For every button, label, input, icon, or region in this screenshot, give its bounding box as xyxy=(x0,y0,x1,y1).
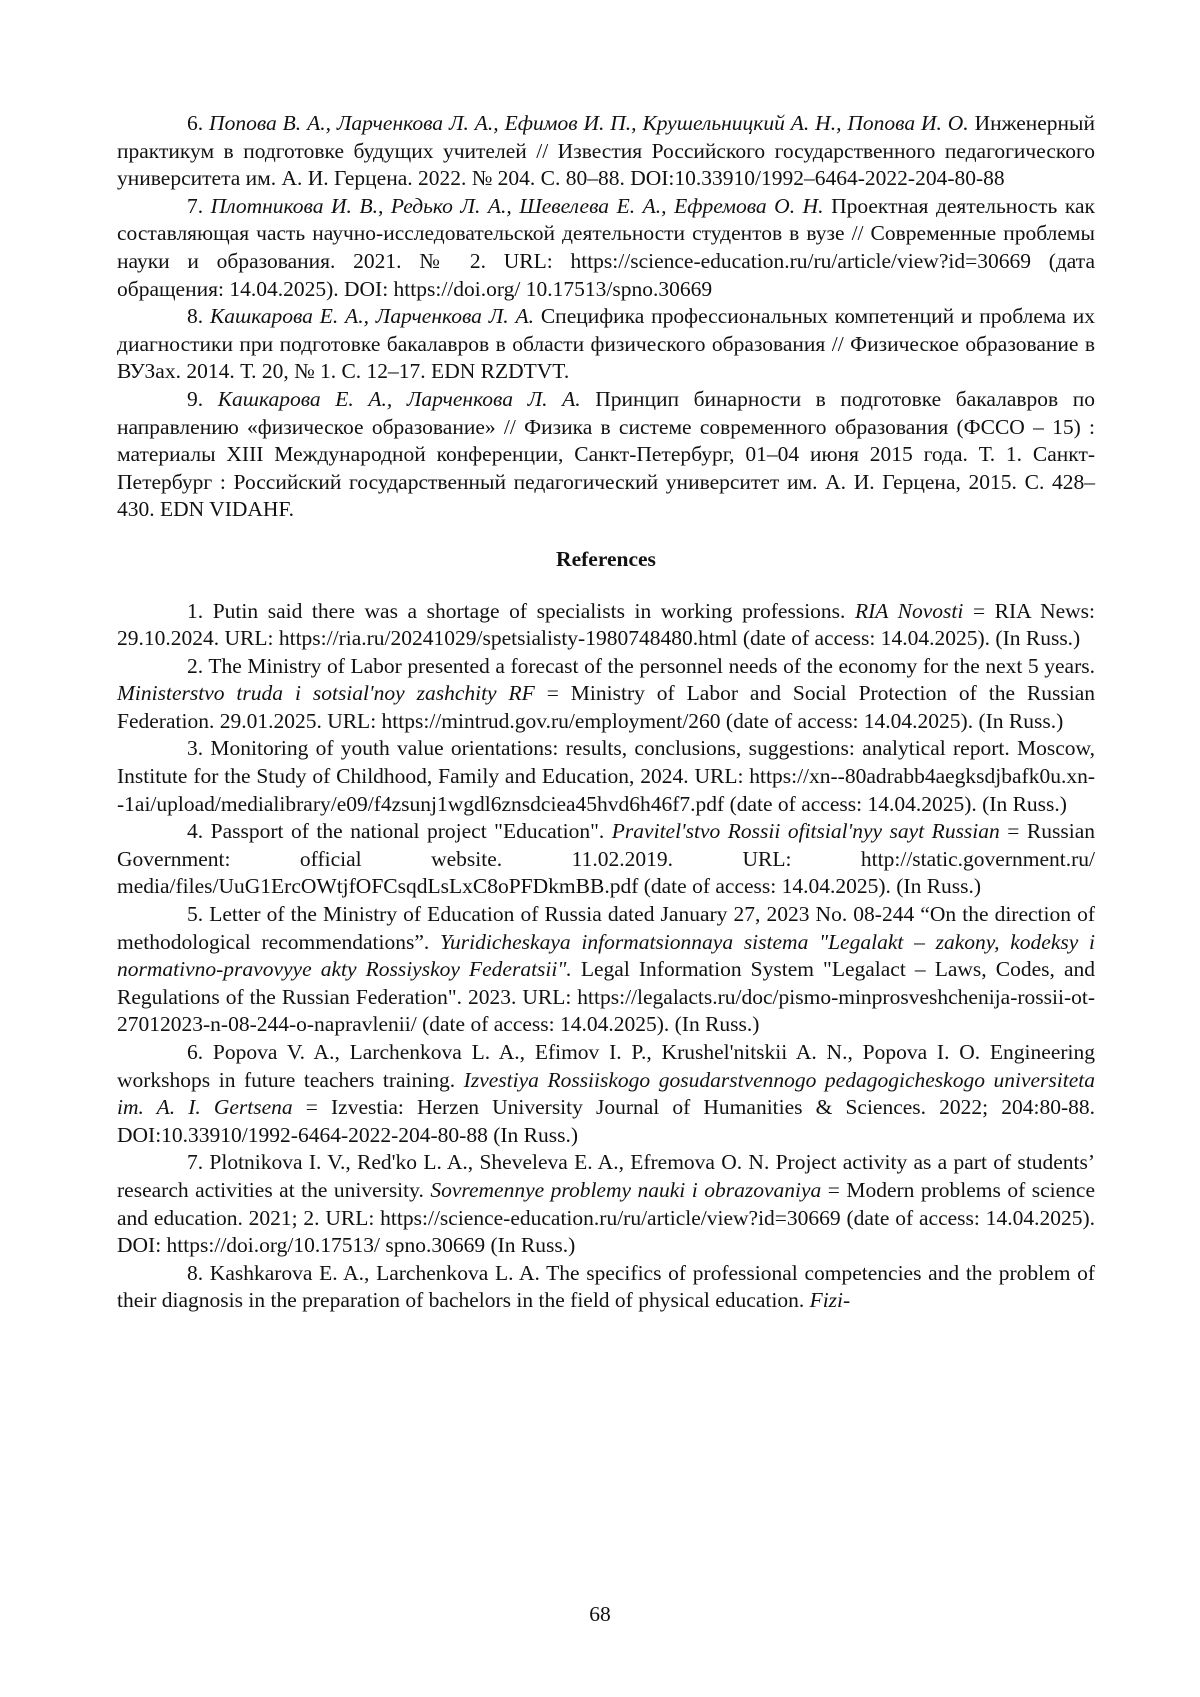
ref-authors: Плотникова И. В., Редько Л. А., Шевелева Е. А., Ефремова О. Н. xyxy=(210,193,824,218)
ru-reference-8 xyxy=(117,303,1095,386)
ref-number: 5. xyxy=(187,902,204,927)
page-body xyxy=(117,110,1095,1315)
en-reference-7 xyxy=(117,1149,1095,1259)
ref-text: Проектная деятельность как составляющая часть научно-исследовательской деятельности студентов в вузе // Современные проблемы науки и образования. 2021. № 2. URL: https://science-education.ru/ru/article/view?id=30669 (дата обращения: 14.04.2025). DOI: https://doi.org/ 10.17513/spno.30669 xyxy=(117,193,1095,301)
ref-text-after: = Modern problems of science and education. 2021; 2. URL: https://science-education.ru/ru/article/view?id=30669 (date of access: 14.04.2025). DOI: https://doi.org/10.17513/ spno.30669 (In Russ.) xyxy=(117,1177,1096,1258)
ref-number: 7. xyxy=(187,193,204,218)
ref-text-before: Passport of the national project "Education". xyxy=(210,819,605,844)
en-reference-6 xyxy=(117,1039,1095,1149)
ref-text-before: Monitoring of youth value orientations: results, conclusions, suggestions: analytical report. Moscow, Institute for the Study of Childhood, Family and Education, 2024. URL: https://xn--80adrabb4aegksdjbafk0u.xn--1ai/upload/medialibrary/e09/f4zsunj1wgdl6znsdciea45hvd6h46f7.pdf (date of access: 14.04.2025). (In Russ.) xyxy=(117,736,1096,816)
page-number: 68 xyxy=(589,1602,611,1626)
ref-text-before: Kashkarova E. A., Larchenkova L. A. The specifics of professional competencies and the problem of their diagnosis in the preparation of bachelors in the field of physical education. xyxy=(117,1260,1095,1313)
en-reference-1 xyxy=(117,598,1095,653)
ref-text-before: Plotnikova I. V., Red'ko L. A., Sheveleva E. A., Efremova O. N. Project activity as a part of students’ research activities at the university. xyxy=(117,1150,1096,1202)
russian-reference-list xyxy=(117,110,1095,524)
ref-number: 6. xyxy=(187,111,204,135)
ref-source: Pravitel'stvo Rossii ofitsial'nyy sayt Russian xyxy=(611,819,1000,844)
ref-text-after: = Russian Government: official website. 11.02.2019. URL: http://static.government.ru/ media/files/UuG1ErcOWtjfOFCsqdLsLxC8oPFDkmBB.pdf (date of access: 14.04.2025). (In Russ.) xyxy=(117,819,1096,899)
references-heading: References xyxy=(556,546,656,571)
ref-number: 9. xyxy=(187,386,204,411)
ref-text-after: = Ministry of Labor and Social Protection of the Russian Federation. 29.01.2025. URL: https://mintrud.gov.ru/employment/260 (date of access: 14.04.2025). (In Russ.) xyxy=(117,681,1096,733)
ref-text-before: Popova V. A., Larchenkova L. A., Efimov I. P., Krushel'nitskii A. N., Popova I. O. Engineering workshops in future teachers training. xyxy=(117,1040,1096,1092)
en-reference-4 xyxy=(117,818,1095,901)
en-reference-8 xyxy=(117,1260,1095,1315)
ref-number: 2. xyxy=(187,653,204,678)
ref-text-before: Putin said there was a shortage of specialists in working professions. xyxy=(212,598,846,623)
en-reference-3 xyxy=(117,735,1095,818)
ref-number: 6. xyxy=(187,1040,204,1064)
ref-text-after: Legal Information System "Legalact – Laws, Codes, and Regulations of the Russian Federation". 2023. URL: https://legalacts.ru/doc/pismo-minprosveshchenija-rossii-ot-27012023-n-08-244-o-napravlenii/ (date of access: 14.04.2025). (In Russ.) xyxy=(117,957,1095,1037)
en-reference-5 xyxy=(117,901,1095,1039)
ref-text: Инженерный практикум в подготовке будущих учителей // Известия Российского государственного педагогического университета им. А. И. Герцена. 2022. № 204. С. 80–88. DOI:10.33910/1992–6464-2022-204-80-88 xyxy=(117,111,1096,191)
ru-reference-6 xyxy=(117,110,1095,193)
ref-source: Yuridicheskaya informatsionnaya sistema "Legalakt – zakony, kodeksy i normativno-pravovyye akty Rossiyskoy Federatsii". xyxy=(117,929,1096,982)
ref-text-after: = RIA News: 29.10.2024. URL: https://ria.ru/20241029/spetsialisty-1980748480.html (date of access: 14.04.2025). (In Russ.) xyxy=(117,598,1096,651)
ref-authors: Попова В. А., Ларченкова Л. А., Ефимов И. П., Крушельницкий А. Н., Попова И. О. xyxy=(209,111,969,135)
ref-authors: Кашкарова Е. А., Ларченкова Л. А. xyxy=(209,304,535,329)
english-reference-list xyxy=(117,598,1095,1315)
ref-text: Специфика профессиональных компетенций и проблема их диагностики при подготовке бакалавров в области физического образования // Физическое образование в ВУЗах. 2014. Т. 20, № 1. С. 12–17. EDN RZDTVT. xyxy=(117,304,1096,384)
ref-text-before: Letter of the Ministry of Education of Russia dated January 27, 2023 No. 08-244 “On the direction of methodological recommendations”. xyxy=(117,902,1095,954)
ref-source: Sovremennye problemy nauki i obrazovaniya xyxy=(430,1177,822,1202)
ref-text: Принцип бинарности в подготовке бакалавров по направлению «физическое образование» // Физика в системе современного образования (ФССО – 15) : материалы XIII Международной конференции, Санкт-Петербург, 01–04 июня 2015 года. Т. 1. Санкт-Петербург : Российский государственный педагогический университет им. А. И. Герцена, 2015. С. 428–430. EDN VIDAHF. xyxy=(117,386,1096,522)
ref-text-after: = Izvestia: Herzen University Journal of Humanities & Sciences. 2022; 204:80-88. DOI:10.33910/1992-6464-2022-204-80-88 (In Russ.) xyxy=(117,1095,1095,1147)
ref-number: 8. xyxy=(187,1260,204,1285)
ref-number: 4. xyxy=(187,819,204,844)
ru-reference-9 xyxy=(117,386,1095,524)
ref-source: RIA Novosti xyxy=(855,598,964,623)
ru-reference-7 xyxy=(117,193,1095,303)
ref-source: Fizi- xyxy=(809,1288,851,1313)
ref-number: 8. xyxy=(187,304,204,329)
ref-number: 1. xyxy=(187,598,204,623)
en-reference-2 xyxy=(117,653,1095,736)
ref-text-before: The Ministry of Labor presented a forecast of the personnel needs of the economy for the next 5 years. xyxy=(208,653,1095,678)
ref-number: 3. xyxy=(187,736,204,761)
ref-number: 7. xyxy=(187,1150,204,1175)
ref-source: Ministerstvo truda i sotsial'noy zashchity RF xyxy=(117,681,535,706)
ref-source: Izvestiya Rossiiskogo gosudarstvennogo pedagogicheskogo universiteta im. A. I. Gertsena xyxy=(117,1067,1095,1120)
ref-authors: Кашкарова Е. А., Ларченкова Л. А. xyxy=(217,386,581,411)
